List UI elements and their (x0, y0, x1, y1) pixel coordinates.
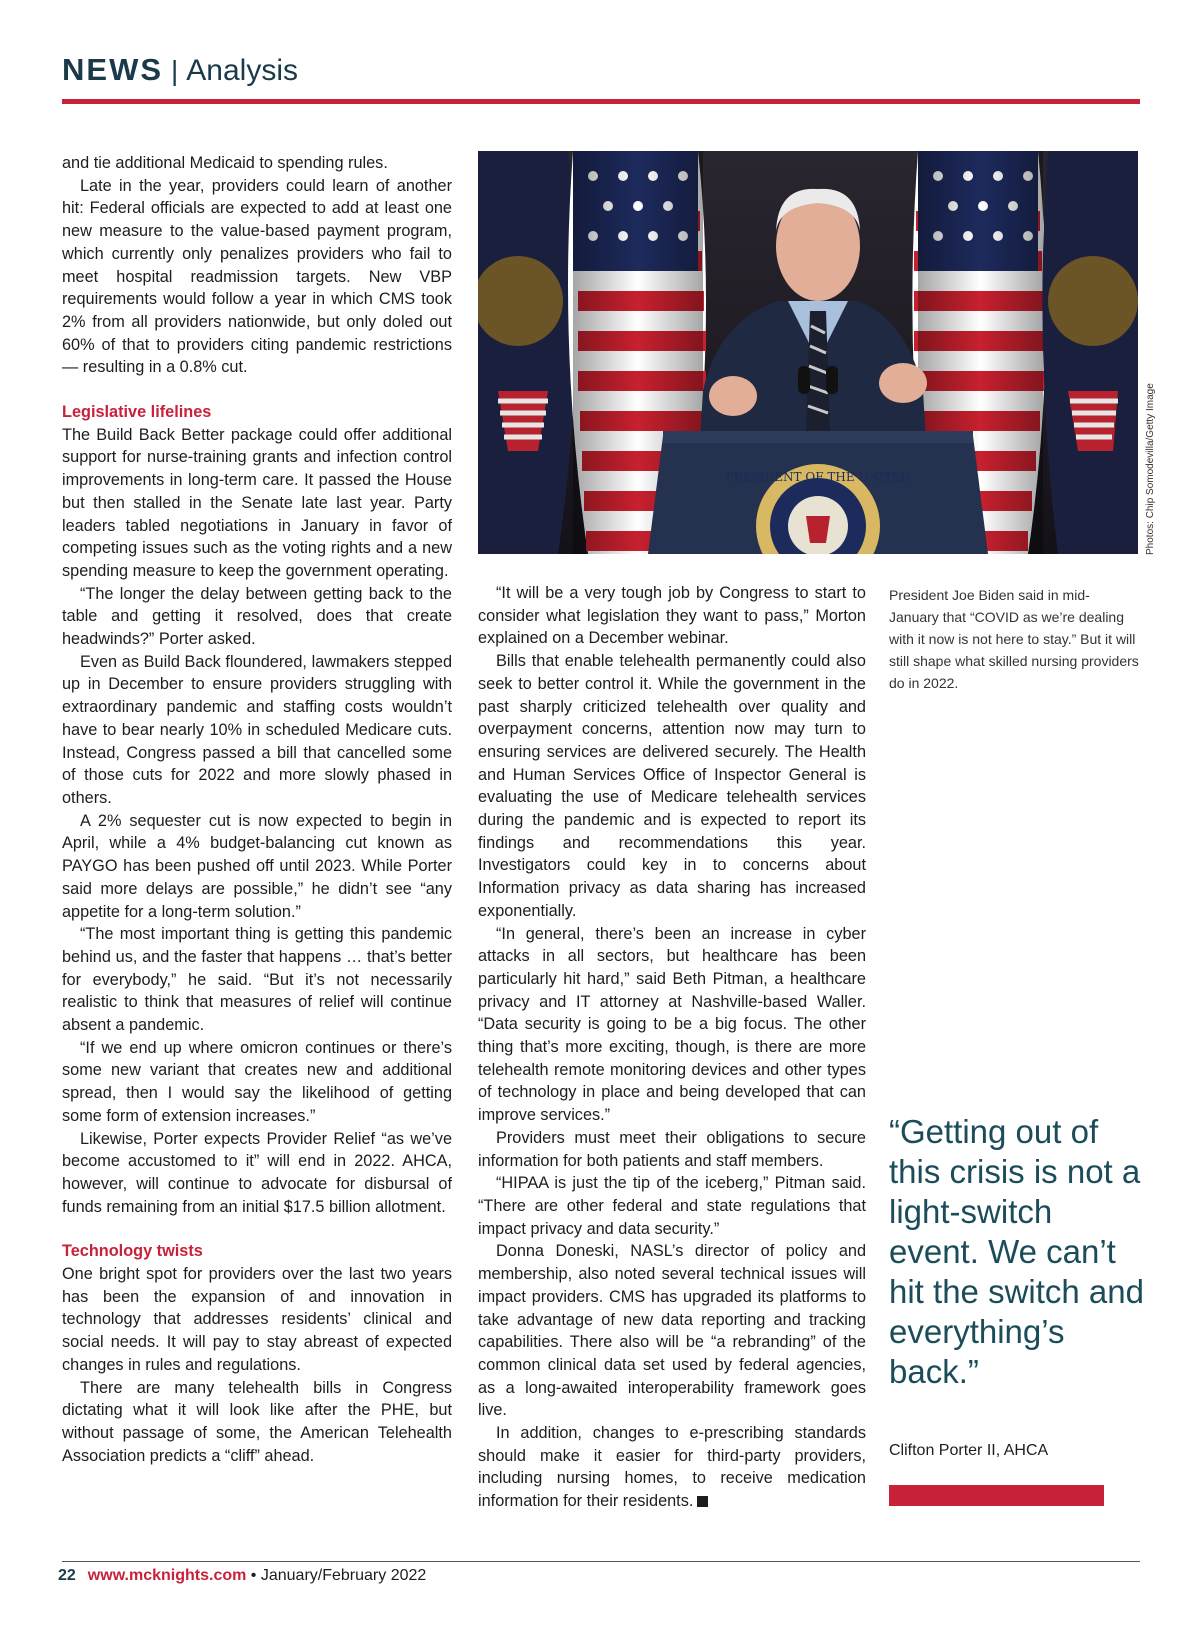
paragraph: Bills that enable telehealth permanently could also seek to better control it. While the government in the past sharply criticized telehealth over quality and overpayment concerns, attention now may turn to ensuring services are delivered securely. The Health and Human Services Office of Inspector General is evaluating the use of Medicare telehealth services during the pandemic and is expected to report its findings and recommendations this year. Investigators could key in to concerns about Information privacy as data sharing has increased exponentially. (478, 652, 866, 920)
section-name: NEWS (62, 52, 163, 87)
footer-bullet: • (250, 1567, 257, 1584)
paragraph-final-text: In addition, changes to e-prescribing standards should make it easier for third-party providers, including nursing homes, to receive medication information for their residents. (478, 1424, 866, 1511)
paragraph: Likewise, Porter expects Provider Relief “as we’ve become accustomed to it” will end in 2022. AHCA, however, will continue to advocate for disbursal of funds remaining from an initial $17.5 billion allotment. (62, 1129, 452, 1216)
subheading-technology-twists: Technology twists (62, 1242, 203, 1261)
paragraph: A 2% sequester cut is now expected to begin in April, while a 4% budget-balancing cut known as PAYGO has been pushed off until 2023. While Porter said more delays are possible,” he didn’t see “any appetite for a long-term solution.” (62, 811, 452, 921)
paragraph: “The most important thing is getting this pandemic behind us, and the faster that happens … that’s better for everybody,” he said. “But it’s not necessarily realistic to think that measures of relief will continue absent a pandemic. (62, 925, 452, 1035)
end-mark-icon (697, 1496, 708, 1507)
website-link[interactable]: www.mcknights.com (87, 1567, 247, 1584)
paragraph: “In general, there’s been an increase in cyber attacks in all sectors, but healthcare has been particularly hit hard,” said Beth Pitman, a healthcare privacy and IT attorney at Nashville-based Waller. “Data security is going to be a big focus. The other thing that’s more exciting, though, is there are more telehealth remote monitoring devices and other types of technology in place and being developed that can improve services.” (478, 924, 866, 1125)
paragraph: Providers must meet their obligations to secure information for both patients and staff members. (478, 1128, 866, 1170)
article-column-middle (478, 582, 866, 1513)
paragraph: There are many telehealth bills in Congress dictating what it will look like after the PHE, but without passage of some, the American Telehealth Association predicts a “cliff” ahead. (62, 1378, 452, 1465)
pull-quote: “Getting out of this crisis is not a light-switch event. We can’t hit the switch and everything’s back.” (889, 1113, 1144, 1390)
decorative-red-bar (889, 1485, 1104, 1506)
photo-credit: Photos: Chip Somodevilla/Getty Image (1145, 383, 1156, 555)
issue-date: January/February 2022 (260, 1567, 427, 1584)
header-rule (62, 99, 1140, 104)
header-separator: | (171, 55, 179, 86)
paragraph: The Build Back Better package could offer additional support for nurse-training grants and infection control improvements in long-term care. It passed the House but then stalled in the Senate late last year. Party leaders tabled negotiations in January in favor of competing issues such as the voting rights and a new spending measure to keep the government operating. (62, 425, 452, 580)
paragraph: “If we end up where omicron continues or there’s some new variant that creates new and additional spread, then I would say the likelihood of getting some form of extension increases.” (62, 1038, 452, 1125)
paragraph-final (478, 1422, 866, 1513)
article-column-left (62, 152, 452, 1467)
paragraph: and tie additional Medicaid to spending rules. (62, 154, 388, 172)
paragraph: “It will be a very tough job by Congress to start to consider what legislation they want to pass,” Morton explained on a December webinar. (478, 584, 866, 648)
footer-rule (62, 1561, 1140, 1562)
paragraph: “The longer the delay between getting back to the table and getting it resolved, does that create headwinds?” Porter asked. (62, 584, 452, 649)
podium (648, 431, 988, 554)
paragraph: Donna Doneski, NASL’s director of policy and membership, also noted several technical issues will impact providers. CMS has upgraded its platforms to take advantage of new data reporting and tracking capabilities. There also will be “a rebranding” of the common clinical data set used by federal agencies, as a long-awaited interoperability framework goes live. (478, 1242, 866, 1420)
photo-illustration (478, 151, 1138, 554)
paragraph: Even as Build Back floundered, lawmakers stepped up in December to ensure providers struggling with extraordinary pandemic and staffing costs wouldn’t have to bear nearly 10% in scheduled Medicare cuts. Instead, Congress passed a bill that cancelled some of those cuts for 2022 and more slowly phased in others. (62, 652, 452, 807)
section-header (62, 52, 298, 88)
subsection-name: Analysis (186, 54, 298, 87)
subheading-legislative-lifelines: Legislative lifelines (62, 403, 212, 422)
presidential-flag-left (478, 151, 576, 554)
article-photo (478, 151, 1138, 554)
page-footer (58, 1567, 426, 1585)
pull-quote-attribution: Clifton Porter II, AHCA (889, 1442, 1049, 1459)
page-number: 22 (58, 1567, 76, 1584)
presidential-flag-right (1042, 151, 1138, 554)
podium-seal-text: PRESIDENT OF THE UNITED (725, 470, 911, 484)
photo-caption: President Joe Biden said in mid-January that “COVID as we’re dealing with it now is not here to stay.” But it will still shape what skilled nursing providers do in 2022. (889, 587, 1139, 691)
paragraph: One bright spot for providers over the last two years has been the expansion of and innovation in technology that addresses residents’ clinical and social needs. It will pay to stay abreast of expected changes in rules and regulations. (62, 1265, 452, 1374)
paragraph: Late in the year, providers could learn of another hit: Federal officials are expected to add at least one new measure to the value-based payment program, which currently only penalizes providers who fail to meet hospital readmission targets. New VBP requirements would follow a year in which CMS took 2% from all providers nationwide, but only doled out 60% of that to providers citing pandemic restrictions — resulting in a 0.8% cut. (62, 176, 452, 377)
paragraph: “HIPAA is just the tip of the iceberg,” Pitman said. “There are other federal and state regulations that impact privacy and data security.” (478, 1174, 866, 1238)
